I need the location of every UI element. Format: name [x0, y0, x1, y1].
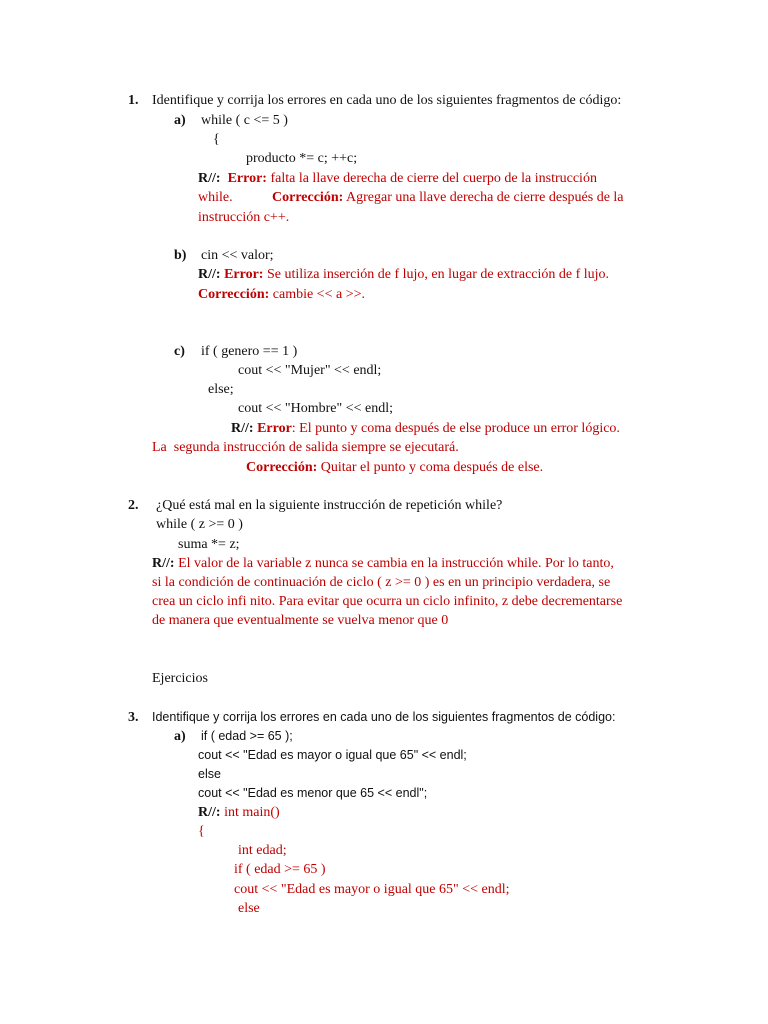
q2-answer-line: si la condición de continuación de ciclo ( z >= 0 ) es en un principio verdadera, se: [152, 575, 611, 590]
q1b-code-line: cin << valor;: [201, 248, 274, 263]
q3a-code-line: if ( edad >= 65 );: [201, 729, 293, 743]
answer-prefix: R//:: [198, 267, 221, 282]
q1a-error-line-2: [198, 188, 233, 207]
q3a-label: a): [174, 729, 186, 744]
error-text: while.: [198, 190, 233, 205]
q3a-code-line: cout << "Edad es menor que 65 << endl";: [198, 786, 428, 800]
q1a-code-line: {: [213, 132, 220, 147]
q1-number: 1.: [128, 93, 139, 108]
error-text: : El punto y coma después de else produce un error lógico.: [291, 421, 620, 436]
answer-prefix: R//:: [198, 805, 221, 820]
q1b-correction-line: [198, 285, 365, 304]
q1a-code-line: while ( c <= 5 ): [201, 113, 288, 128]
error-label: Error:: [224, 267, 264, 282]
answer-text: El valor de la variable z nunca se cambia en la instrucción while. Por lo tanto,: [178, 556, 614, 571]
q1a-correction-line: [272, 188, 624, 207]
q2-answer-line: crea un ciclo infi nito. Para evitar que ocurra un ciclo infinito, z debe decrementarse: [152, 594, 623, 609]
correction-label: Corrección:: [272, 190, 344, 205]
error-text: falta la llave derecha de cierre del cuerpo de la instrucción: [270, 171, 597, 186]
q1-prompt: Identifique y corrija los errores en cada uno de los siguientes fragmentos de código:: [152, 93, 622, 108]
q1c-code-line: else;: [208, 382, 234, 397]
q1c-correction-line: [246, 458, 543, 477]
answer-code: int main(): [224, 805, 280, 820]
q3-prompt: Identifique y corrija los errores en cada uno de los siguientes fragmentos de código:: [152, 710, 616, 724]
error-label: Error: [257, 421, 292, 436]
error-label: Error:: [227, 171, 267, 186]
q1a-error-line: [198, 169, 597, 188]
error-text: Se utiliza inserción de f lujo, en lugar de extracción de f lujo.: [266, 267, 610, 282]
q1c-error-line: [231, 419, 620, 438]
answer-prefix: R//:: [198, 171, 221, 186]
q3a-answer-line: cout << "Edad es mayor o igual que 65" << endl;: [234, 882, 510, 897]
q1a-label: a): [174, 113, 186, 128]
answer-prefix: R//:: [152, 556, 175, 571]
correction-text: Quitar el punto y coma después de else.: [320, 460, 544, 475]
q1c-label: c): [174, 344, 185, 359]
q2-prompt: ¿Qué está mal en la siguiente instrucción de repetición while?: [156, 498, 503, 513]
q3-number: 3.: [128, 710, 139, 725]
q2-answer-line: de manera que eventualmente se vuelva menor que 0: [152, 613, 449, 628]
correction-label: Corrección:: [198, 287, 270, 302]
q2-code-line: while ( z >= 0 ): [156, 517, 243, 532]
q3a-answer-line: {: [198, 824, 205, 839]
q2-number: 2.: [128, 498, 139, 513]
q3a-code-line: else: [198, 767, 221, 781]
q2-answer-line: [152, 554, 614, 573]
q1c-code-line: if ( genero == 1 ): [201, 344, 298, 359]
q3a-answer-line: [198, 803, 280, 822]
correction-label: Corrección:: [246, 460, 318, 475]
correction-text: cambie << a >>.: [272, 287, 365, 302]
q3a-answer-line: int edad;: [238, 843, 287, 858]
correction-text: Agregar una llave derecha de cierre después de la: [346, 190, 624, 205]
q1c-error-line-2: La segunda instrucción de salida siempre se ejecutará.: [152, 440, 459, 455]
q3a-code-line: cout << "Edad es mayor o igual que 65" << endl;: [198, 748, 467, 762]
answer-prefix: R//:: [231, 421, 254, 436]
q1c-code-line: cout << "Mujer" << endl;: [238, 363, 382, 378]
ejercicios-heading: Ejercicios: [152, 671, 208, 686]
q1a-code-line: producto *= c; ++c;: [246, 151, 358, 166]
q3a-answer-line: else: [238, 901, 260, 916]
q3a-answer-line: if ( edad >= 65 ): [234, 862, 326, 877]
q2-code-line: suma *= z;: [178, 537, 240, 552]
q1b-label: b): [174, 248, 187, 263]
q1c-code-line: cout << "Hombre" << endl;: [238, 401, 393, 416]
q1a-correction-line-2: instrucción c++.: [198, 210, 290, 225]
q1b-error-line: [198, 265, 609, 284]
